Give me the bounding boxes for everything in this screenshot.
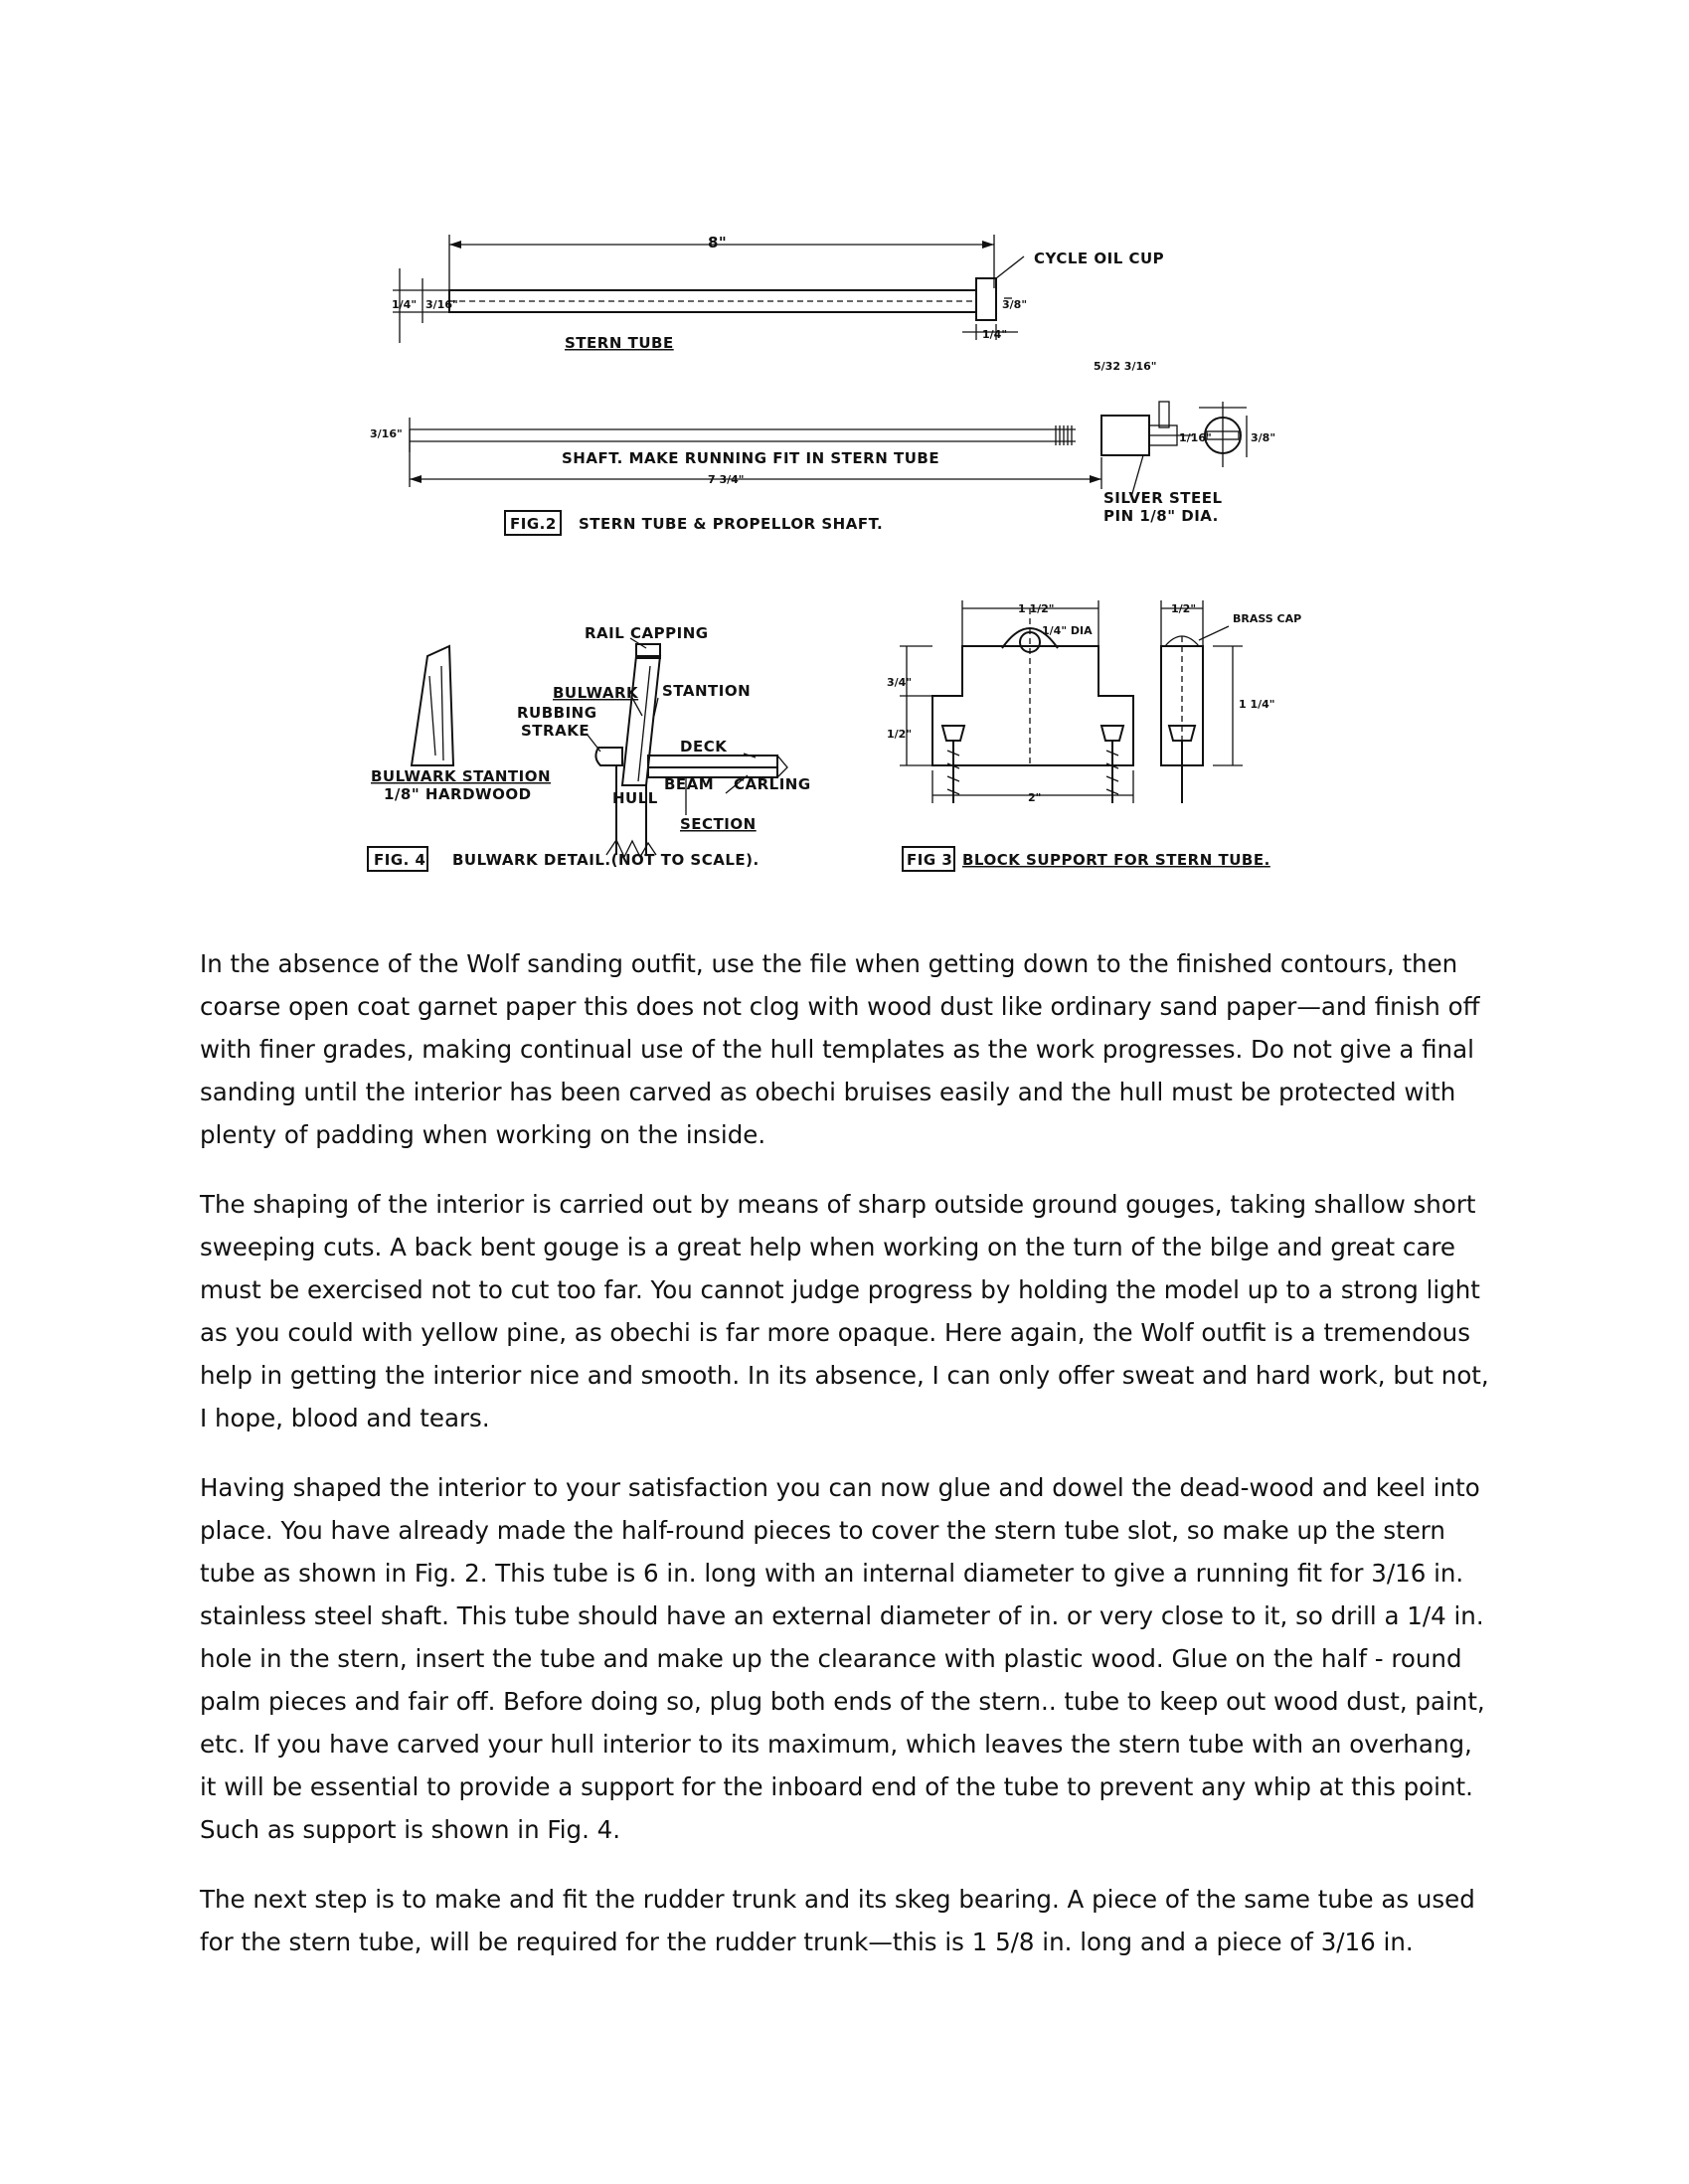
technical-drawings: [0, 0, 1689, 924]
silver-steel-label: SILVER STEEL: [1103, 489, 1223, 507]
stantion-label: STANTION: [662, 682, 752, 700]
fig4-caption: BULWARK DETAIL.(NOT TO SCALE).: [452, 851, 760, 869]
shaft-label: SHAFT. MAKE RUNNING FIT IN STERN TUBE: [562, 449, 940, 467]
stern-tube-label: STERN TUBE: [565, 334, 674, 352]
paragraph-1: In the absence of the Wolf sanding outfit, use the file when getting down to the finished contours, then coarse open coat garnet paper this does not clog with wood dust like ordinary sand paper—and finish off with finer grades, making continual use of the hull templates as the work progresses. Do not give a final sanding until the interior has been carved as obechi bruises easily and the hull must be protected with plenty of padding when working on the inside.: [200, 949, 1480, 1149]
stern-tube-length-dim: 8": [708, 234, 728, 252]
fig3-side-height-dim: 1 1/4": [1239, 698, 1275, 711]
bulwark-stantion-label: BULWARK STANTION: [371, 767, 552, 785]
shaft-dia-dim: 3/16": [370, 427, 403, 440]
fig3-h34-dim: 3/4": [887, 676, 913, 689]
hull-label: HULL: [612, 789, 658, 807]
fig4-label: FIG. 4: [374, 851, 426, 869]
pin-label: PIN 1/8" DIA.: [1103, 507, 1219, 525]
fig3-bottom-width-dim: 2": [1028, 791, 1042, 804]
section-label: SECTION: [680, 815, 757, 833]
boss-dims: 5/32 3/16": [1094, 360, 1157, 373]
pin-dia-dim: 1/16": [1179, 431, 1212, 444]
paragraph-3: Having shaped the interior to your satisfaction you can now glue and dowel the dead-wood and keel into place. You have already made the half-round pieces to cover the stern tube slot, so make up the stern tube as shown in Fig. 2. This tube is 6 in. long with an internal diameter to give a running fit for 3/16 in. stainless steel shaft. This tube should have an external diameter of in. or very close to it, so drill a 1/4 in. hole in the stern, insert the tube and make up the clearance with plastic wood. Glue on the half - round palm pieces and fair off. Before doing so, plug both ends of the stern.. tube to keep out wood dust, paint, etc. If you have carved your hull interior to its maximum, which leaves the stern tube with an overhang, it will be essential to provide a support for the inboard end of the tube to prevent any whip at this point. Such as support is shown in Fig. 4.: [200, 1473, 1485, 1844]
cup-len-dim: 1/4": [982, 328, 1008, 341]
rail-capping-label: RAIL CAPPING: [585, 624, 709, 642]
figures-area: [0, 0, 1689, 924]
carling-label: CARLING: [734, 775, 811, 793]
fig2-caption: STERN TUBE & PROPELLOR SHAFT.: [579, 515, 884, 533]
bulwark-label: BULWARK: [553, 684, 639, 702]
shaft-length-dim: 7 3/4": [708, 473, 745, 486]
boss-dia-dim: 3/8": [1251, 431, 1276, 444]
deck-label: DECK: [680, 738, 728, 756]
tube-id-dim: 3/16": [425, 298, 458, 311]
hardwood-label: 1/8" HARDWOOD: [384, 785, 532, 803]
fig2-label: FIG.2: [510, 515, 557, 533]
article-body: [200, 942, 1492, 1990]
fig3-h12-dim: 1/2": [887, 728, 913, 741]
tube-od-dim: 1/4": [392, 298, 418, 311]
rubbing-label: RUBBING: [517, 704, 597, 722]
paragraph-2: The shaping of the interior is carried out by means of sharp outside ground gouges, taking shallow short sweeping cuts. A back bent gouge is a great help when working on the turn of the bilge and great care must be exercised not to cut too far. You cannot judge progress by holding the model up to a strong light as you could with yellow pine, as obechi is far more opaque. Here again, the Wolf outfit is a tremendous help in getting the interior nice and smooth. In its absence, I can only offer sweat and hard work, but not, I hope, blood and tears.: [200, 1190, 1489, 1432]
fig3-top-width-dim: 1 1/2": [1018, 602, 1055, 615]
cup-dia-dim: 3/8": [1002, 298, 1028, 311]
brass-cap-label: BRASS CAP: [1233, 612, 1302, 625]
fig3-side-width-dim: 1/2": [1171, 602, 1197, 615]
fig3-hole-dim: 1/4" DIA: [1042, 624, 1093, 637]
paragraph-4: The next step is to make and fit the rudder trunk and its skeg bearing. A piece of the same tube as used for the stern tube, will be required for the rudder trunk—this is 1 5/8 in. long and a piece of 3/16 in.: [200, 1885, 1475, 1956]
strake-label: STRAKE: [521, 722, 591, 740]
fig3-caption: BLOCK SUPPORT FOR STERN TUBE.: [962, 851, 1270, 869]
fig3-label: FIG 3: [907, 851, 953, 869]
beam-label: BEAM: [664, 775, 715, 793]
cycle-oil-cup-label: CYCLE OIL CUP: [1034, 250, 1165, 267]
